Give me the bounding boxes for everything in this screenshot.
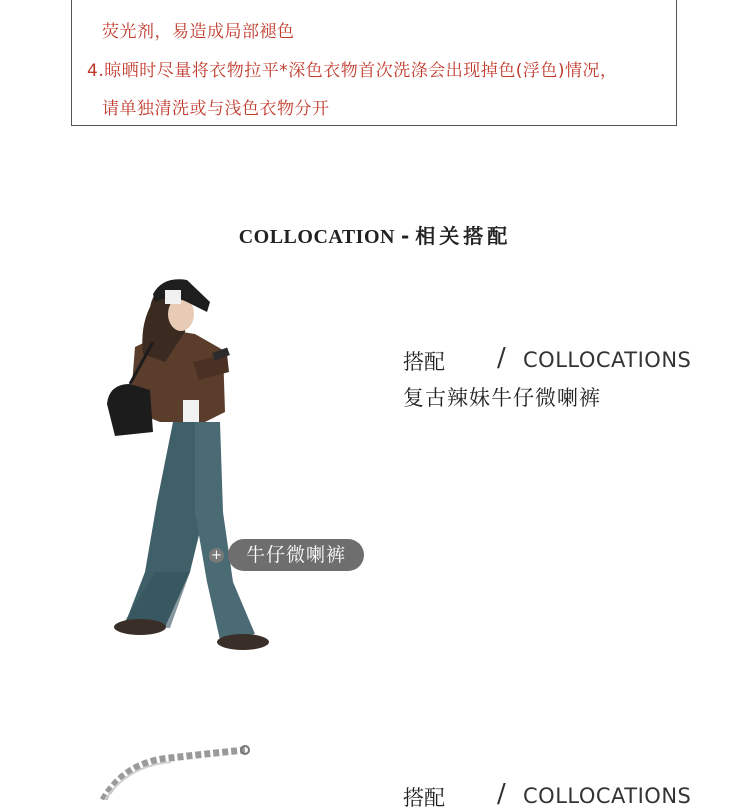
collocation-header — [403, 343, 692, 376]
chain-necklace-illustration — [95, 740, 255, 800]
collocation-slash: / — [497, 779, 506, 809]
collocation-label-en: COLLOCATIONS — [523, 784, 692, 808]
collocation-label-cn: 搭配 — [403, 350, 445, 374]
product-name[interactable]: 复古辣妹牛仔微喇裤 — [403, 386, 601, 410]
section-title — [0, 220, 750, 249]
collocation-label-en: COLLOCATIONS — [523, 348, 692, 372]
care-note-line: 荧光剂，易造成局部褪色 — [102, 22, 295, 42]
section-title-en: COLLOCATION — [238, 226, 395, 248]
collocation-slash: / — [497, 343, 506, 373]
product-tag[interactable] — [209, 538, 364, 572]
model-illustration — [95, 272, 395, 672]
section-title-cn: 相关搭配 — [415, 224, 512, 248]
collocation-header — [403, 779, 692, 812]
care-note-line: 请单独清洗或与浅色衣物分开 — [102, 99, 330, 119]
model-photo[interactable] — [95, 272, 395, 672]
section-title-separator: - — [400, 224, 410, 248]
product-tag-label[interactable]: 牛仔微喇裤 — [228, 539, 364, 571]
plus-icon[interactable]: + — [209, 548, 224, 563]
collocation-label-cn: 搭配 — [403, 786, 445, 810]
necklace-photo[interactable] — [95, 740, 255, 800]
care-note-line: 4.晾晒时尽量将衣物拉平*深色衣物首次洗涤会出现掉色(浮色)情况， — [87, 61, 618, 81]
